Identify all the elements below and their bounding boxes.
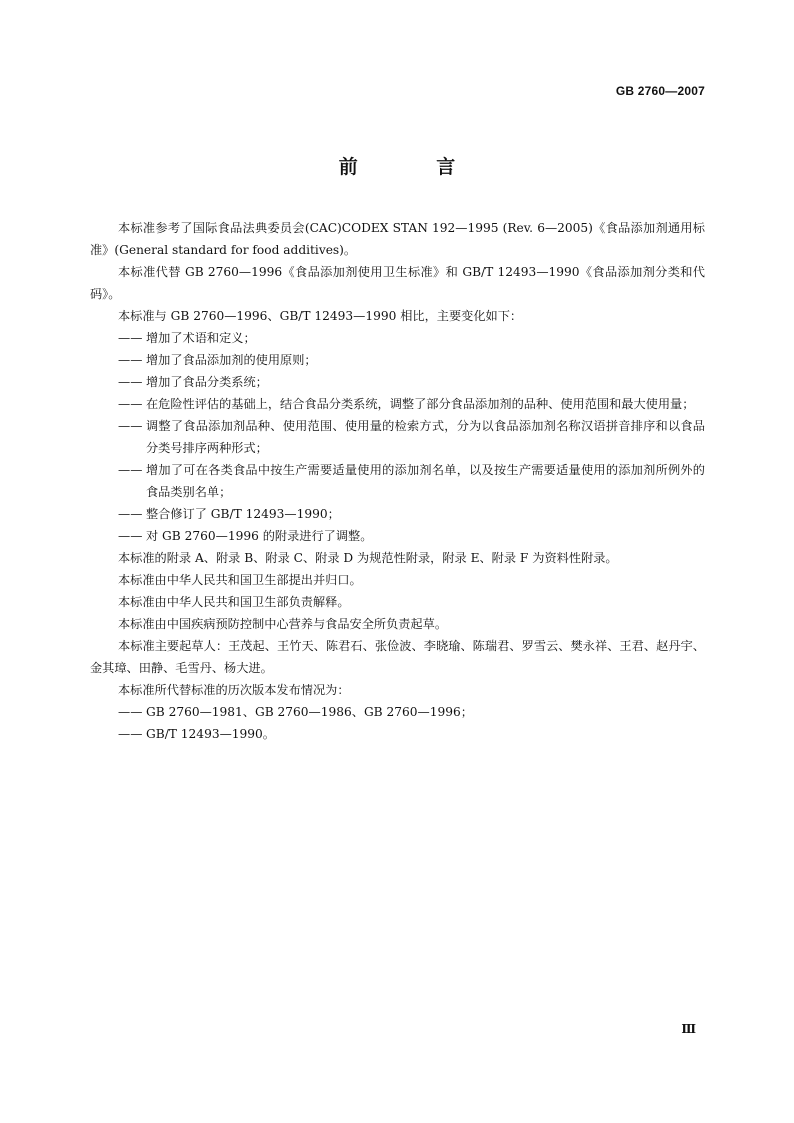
change-item-text: 增加了食品分类系统； — [146, 375, 268, 389]
dash-marker: —— — [118, 353, 143, 367]
standard-code: GB 2760—2007 — [615, 84, 705, 98]
paragraph-drafting-unit: 本标准由中国疾病预防控制中心营养与食品安全所负责起草。 — [118, 617, 448, 631]
change-item-text: 增加了食品添加剂的使用原则； — [146, 353, 317, 367]
change-item-text: 整合修订了 GB/T 12493—1990； — [146, 507, 340, 521]
list-item — [90, 525, 705, 547]
list-item — [90, 701, 705, 723]
paragraph-replacement: 本标准代替 GB 2760—1996《食品添加剂使用卫生标准》和 GB/T 12493—1990《食品添加剂分类和代码》。 — [90, 265, 705, 301]
paragraph-reference: 本标准参考了国际食品法典委员会(CAC)CODEX STAN 192—1995 (Rev. 6—2005)《食品添加剂通用标准》(General standard for food additives)。 — [90, 221, 705, 257]
list-item — [90, 415, 705, 459]
dash-marker: —— — [118, 507, 143, 521]
list-item — [90, 327, 705, 349]
list-item — [90, 459, 705, 503]
change-item-text: 增加了术语和定义； — [146, 331, 256, 345]
list-item — [90, 371, 705, 393]
dash-marker: —— — [118, 375, 143, 389]
paragraph-proposer: 本标准由中华人民共和国卫生部提出并归口。 — [118, 573, 362, 587]
list-item — [90, 723, 705, 745]
page-title: 前 言 — [338, 156, 492, 178]
list-item — [90, 349, 705, 371]
paragraph-drafters: 本标准主要起草人：王茂起、王竹天、陈君石、张俭波、李晓瑜、陈瑞君、罗雪云、樊永祥、王君、赵丹宇、金其璋、田静、毛雪丹、杨大进。 — [90, 639, 705, 675]
foreword-body — [90, 217, 705, 745]
paragraph-interpretation: 本标准由中华人民共和国卫生部负责解释。 — [118, 595, 350, 609]
history-item-text: GB 2760—1981、GB 2760—1986、GB 2760—1996； — [146, 705, 473, 719]
list-item — [90, 393, 705, 415]
page-number: Ⅲ — [681, 1022, 696, 1036]
paragraph-history-intro: 本标准所代替标准的历次版本发布情况为： — [118, 683, 350, 697]
change-item-text: 在危险性评估的基础上，结合食品分类系统，调整了部分食品添加剂的品种、使用范围和最大使用量； — [146, 397, 695, 411]
dash-marker: —— — [118, 419, 143, 433]
history-item-text: GB/T 12493—1990。 — [146, 727, 275, 741]
list-item — [90, 503, 705, 525]
dash-marker: —— — [118, 727, 143, 741]
dash-marker: —— — [118, 529, 143, 543]
dash-marker: —— — [118, 705, 143, 719]
change-item-text: 对 GB 2760—1996 的附录进行了调整。 — [146, 529, 373, 543]
paragraph-changes-intro: 本标准与 GB 2760—1996、GB/T 12493—1990 相比，主要变化如下： — [118, 309, 523, 323]
dash-marker: —— — [118, 463, 143, 477]
dash-marker: —— — [118, 331, 143, 345]
paragraph-appendix: 本标准的附录 A、附录 B、附录 C、附录 D 为规范性附录，附录 E、附录 F 为资料性附录。 — [118, 551, 618, 565]
dash-marker: —— — [118, 397, 143, 411]
change-item-text: 增加了可在各类食品中按生产需要适量使用的添加剂名单，以及按生产需要适量使用的添加剂所例外的食品类别名单； — [146, 463, 705, 499]
change-item-text: 调整了食品添加剂品种、使用范围、使用量的检索方式，分为以食品添加剂名称汉语拼音排序和以食品分类号排序两种形式； — [146, 419, 705, 455]
